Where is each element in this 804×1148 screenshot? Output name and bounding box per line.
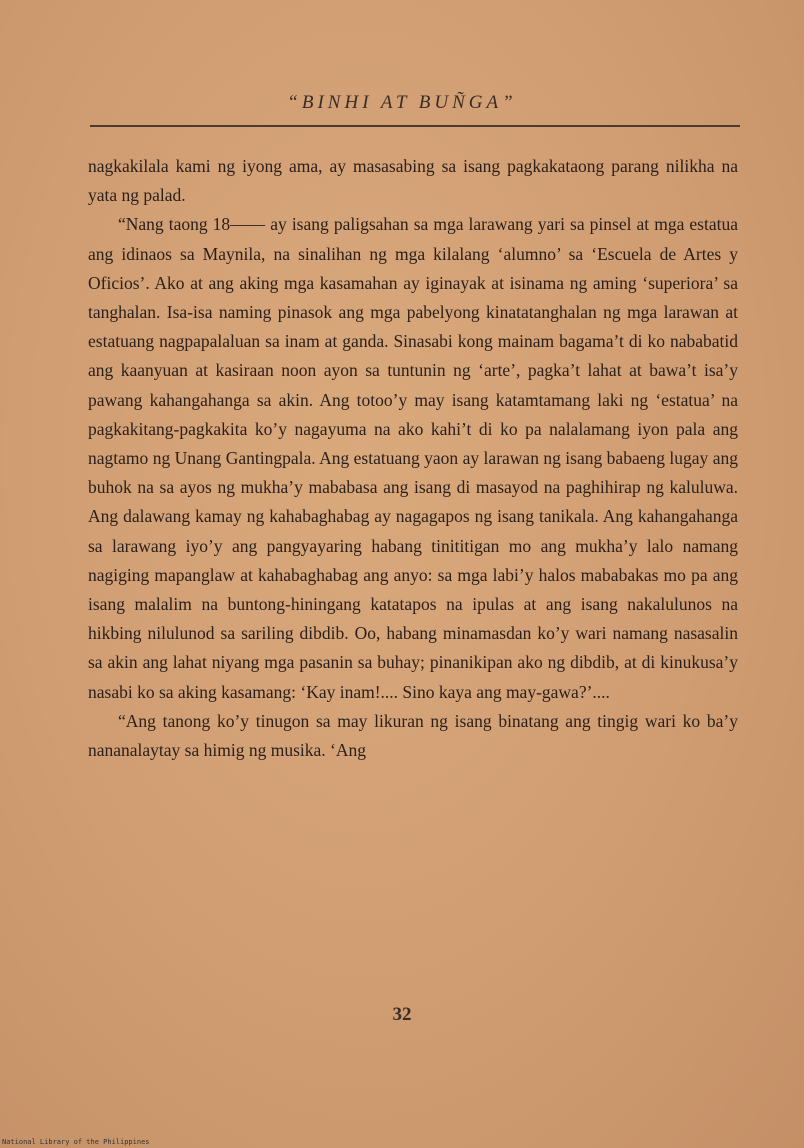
paragraph: “Ang tanong ko’y tinugon sa may likuran ng isang binatang ang tingig wari ko ba’y nananalaytay sa himig ng musika. ‘Ang <box>88 710 738 761</box>
page-body <box>88 152 738 765</box>
paragraph: nagkakilala kami ng iyong ama, ay masasabing sa isang pagkakataong parang nilikha na yata ng palad. <box>88 156 738 206</box>
page-number: 32 <box>392 1004 412 1025</box>
running-header: “BINHI AT BUÑGA” <box>287 92 517 113</box>
library-credit: National Library of the Philippines <box>2 1138 150 1146</box>
header-rule <box>90 125 740 127</box>
paragraph: “Nang taong 18—— ay isang paligsahan sa mga larawang yari sa pinsel at mga estatua ang idinaos sa Maynila, na sinalihan ng mga kilalang ‘alumno’ sa ‘Escuela de Artes y Oficios’. Ako at ang aking mga kasamahan ay iginayak at isinama ng aming ‘superiora’ sa tanghalan. Isa-isa naming pinasok ang mga pabelyong kinatatanghalan ng mga larawan at estatuang nagpapalaluan sa inam at ganda. Sinasabi kong mainam bagama’t di ko nababatid ang kaanyuan at kasiraan noon ayon sa tuntunin ng ‘arte’, pagka’t lahat at bawa’t isa’y pawang kahangahanga sa akin. Ang totoo’y may isang katamtamang laki ng ‘estatua’ na pagkakitang-pagkakita ko’y nagayuma na ako kahi’t di ko pa nalalamang iyon pala ang nagtamo ng Unang Gantingpala. Ang estatuang yaon ay larawan ng isang babaeng lugay ang buhok na sa ayos ng mukha’y mababasa ang isang di masayod na paghihirap ng kaluluwa. Ang dalawang kamay ng kahabaghabag ay nagagapos ng isang tanikala. Ang kahangahanga sa larawang iyo’y ang pangyayaring habang tinititigan mo ang mukha’y lalo namang nagiging mapanglaw at kahabaghabag ang anyo: sa mga labi’y halos mababakas mo pa ang isang malalim na buntong-hiningang katatapos na ipulas at ang isang nakalulunos na hikbing nilulunod sa sariling dibdib. Oo, habang minamasdan ko’y wari namang nasasalin sa akin ang lahat niyang mga pasanin sa buhay; pinanikipan ako ng dibdib, at di kinukusa’y nasabi ko sa aking kasamang: ‘Kay inam!.... Sino kaya ang may-gawa?’.... <box>88 214 738 702</box>
